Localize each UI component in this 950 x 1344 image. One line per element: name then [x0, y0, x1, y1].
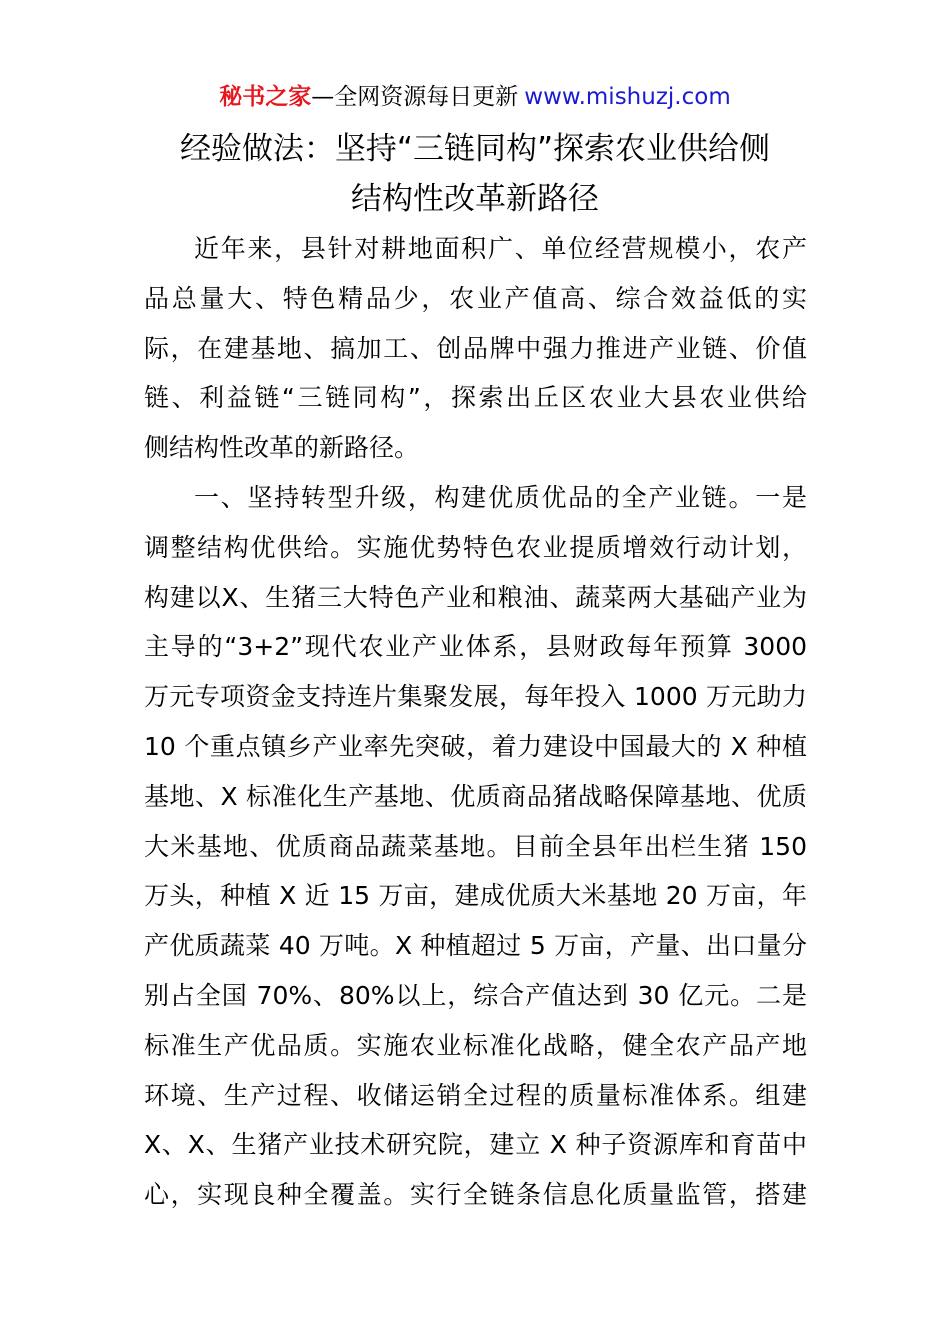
body-line: 近年来，县针对耕地面积广、单位经营规模小，农产 — [194, 234, 807, 263]
document-title — [0, 124, 950, 224]
body-line: 标准生产优品质。实施农业标准化战略，健全农产品产地 — [144, 1030, 807, 1060]
body-line: 构建以X、生猪三大特色产业和粮油、蔬菜两大基础产业为 — [144, 582, 807, 612]
body-line: 环境、生产过程、收储运销全过程的质量标准体系。组建 — [144, 1080, 807, 1110]
body-line: 侧结构性改革的新路径。 — [144, 433, 420, 463]
body-line: 调整结构优供给。实施优势特色农业提质增效行动计划， — [144, 532, 807, 562]
body-line: 万头，种植 X 近 15 万亩，建成优质大米基地 20 万亩，年 — [144, 881, 807, 911]
body-line: 别占全国 70%、80%以上，综合产值达到 30 亿元。二是 — [144, 980, 807, 1010]
body-line: 万元专项资金支持连片集聚发展，每年投入 1000 万元助力 — [144, 682, 807, 712]
title-line-2: 结构性改革新路径 — [351, 181, 599, 217]
header-dash: — — [311, 84, 335, 110]
site-url-link[interactable]: www.mishuzj.com — [524, 84, 731, 110]
body-line: 产优质蔬菜 40 万吨。X 种植超过 5 万亩，产量、出口量分 — [144, 931, 807, 961]
site-brand: 秘书之家 — [219, 84, 312, 110]
body-line: 一、坚持转型升级，构建优质优品的全产业链。一是 — [194, 482, 807, 512]
site-header — [0, 80, 950, 114]
body-line: 际，在建基地、搞加工、创品牌中强力推进产业链、价值 — [144, 333, 807, 363]
body-line: 主导的“3+2”现代农业产业体系，县财政每年预算 3000 — [144, 632, 807, 662]
body-line: 链、利益链“三链同构”，探索出丘区农业大县农业供给 — [144, 383, 807, 413]
body-line: 基地、X 标准化生产基地、优质商品猪战略保障基地、优质 — [144, 781, 807, 811]
body-line: 大米基地、优质商品蔬菜基地。目前全县年出栏生猪 150 — [144, 831, 807, 861]
body-line: X、X、生猪产业技术研究院，建立 X 种子资源库和育苗中 — [144, 1130, 807, 1160]
body-line: 心，实现良种全覆盖。实行全链条信息化质量监管，搭建 — [144, 1180, 807, 1210]
title-line-1: 经验做法：坚持“三链同构”探索农业供给侧 — [179, 131, 771, 167]
body-line: 品总量大、特色精品少，农业产值高、综合效益低的实 — [144, 283, 807, 313]
site-slogan: 全网资源每日更新 — [334, 84, 519, 110]
document-body — [144, 224, 807, 1220]
body-line: 10 个重点镇乡产业率先突破，着力建设中国最大的 X 种植 — [144, 731, 807, 761]
